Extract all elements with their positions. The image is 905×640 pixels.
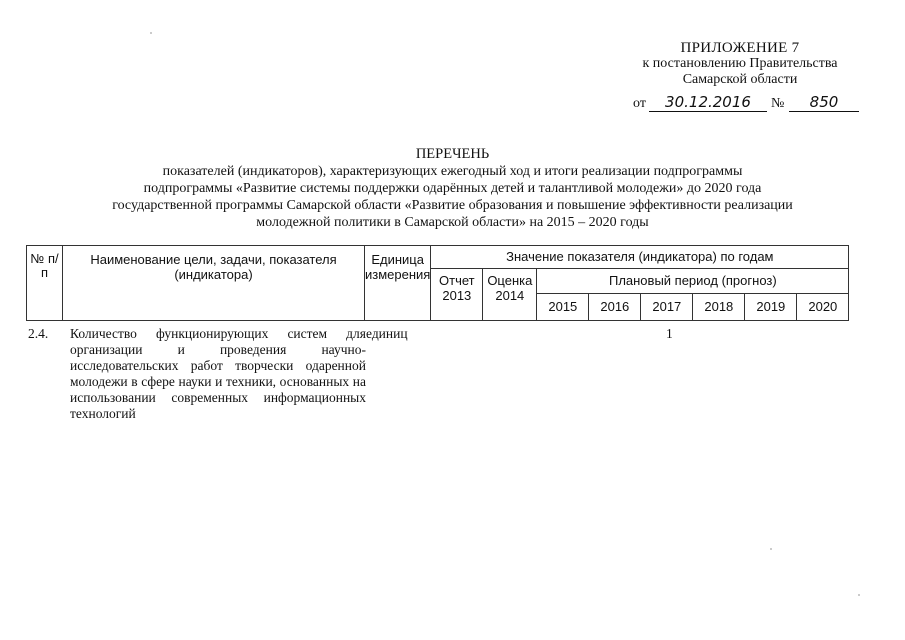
header-year-2019: 2019 [745,294,797,321]
row-number: 2.4. [28,326,49,341]
document-heading [0,146,905,231]
indicators-table-header [26,245,849,321]
row-value: 1 [666,326,673,341]
handwritten-number: 850 [789,94,859,112]
header-year-2017: 2017 [641,294,693,321]
header-name: Наименование цели, задачи, показателя (индикатора) [63,246,365,321]
row-unit: единиц [366,326,408,341]
heading-line-4: молодежной политики в Самарской области» на 2015 – 2020 годы [256,215,649,230]
heading-line-2: подпрограммы «Развитие системы поддержки одарённых детей и талантливой молодежи» до 2020 года [143,181,762,196]
header-year-2015: 2015 [537,294,589,321]
appendix-title: ПРИЛОЖЕНИЕ 7 [680,40,800,56]
header-number: № п/п [27,246,63,321]
heading-line-1: показателей (индикаторов), характеризующих ежегодный ход и итоги реализации подпрограммы [162,164,743,179]
handwritten-date: 30.12.2016 [649,94,767,112]
header-year-2016: 2016 [589,294,641,321]
date-prefix: от [633,96,646,111]
heading-line-3: государственной программы Самарской области «Развитие образования и повышение эффективности реализации [112,198,793,213]
appendix-header [620,40,860,88]
date-number-line [633,94,863,114]
header-year-2020: 2020 [797,294,849,321]
number-prefix: № [771,96,785,111]
header-unit: Единица измерения [365,246,431,321]
scan-speck [770,548,772,550]
header-plan-period: Плановый период (прогноз) [537,269,849,294]
appendix-line-2: к постановлению Правительства [642,56,838,71]
header-report-2013: Отчет 2013 [431,269,483,321]
header-year-2018: 2018 [693,294,745,321]
scan-speck [858,594,860,596]
header-values: Значение показателя (индикатора) по годам [431,246,849,269]
appendix-line-3: Самарской области [682,72,798,87]
header-estimate-2014: Оценка 2014 [483,269,537,321]
scan-speck [150,32,152,34]
document-title: ПЕРЕЧЕНЬ [415,146,490,162]
row-indicator-name: Количество функционирующих систем для организации и проведения научно-исследовательских работ творчески одаренной молодежи в сфере науки и техники, основанных на использовании современных информационных технологий [70,326,366,421]
